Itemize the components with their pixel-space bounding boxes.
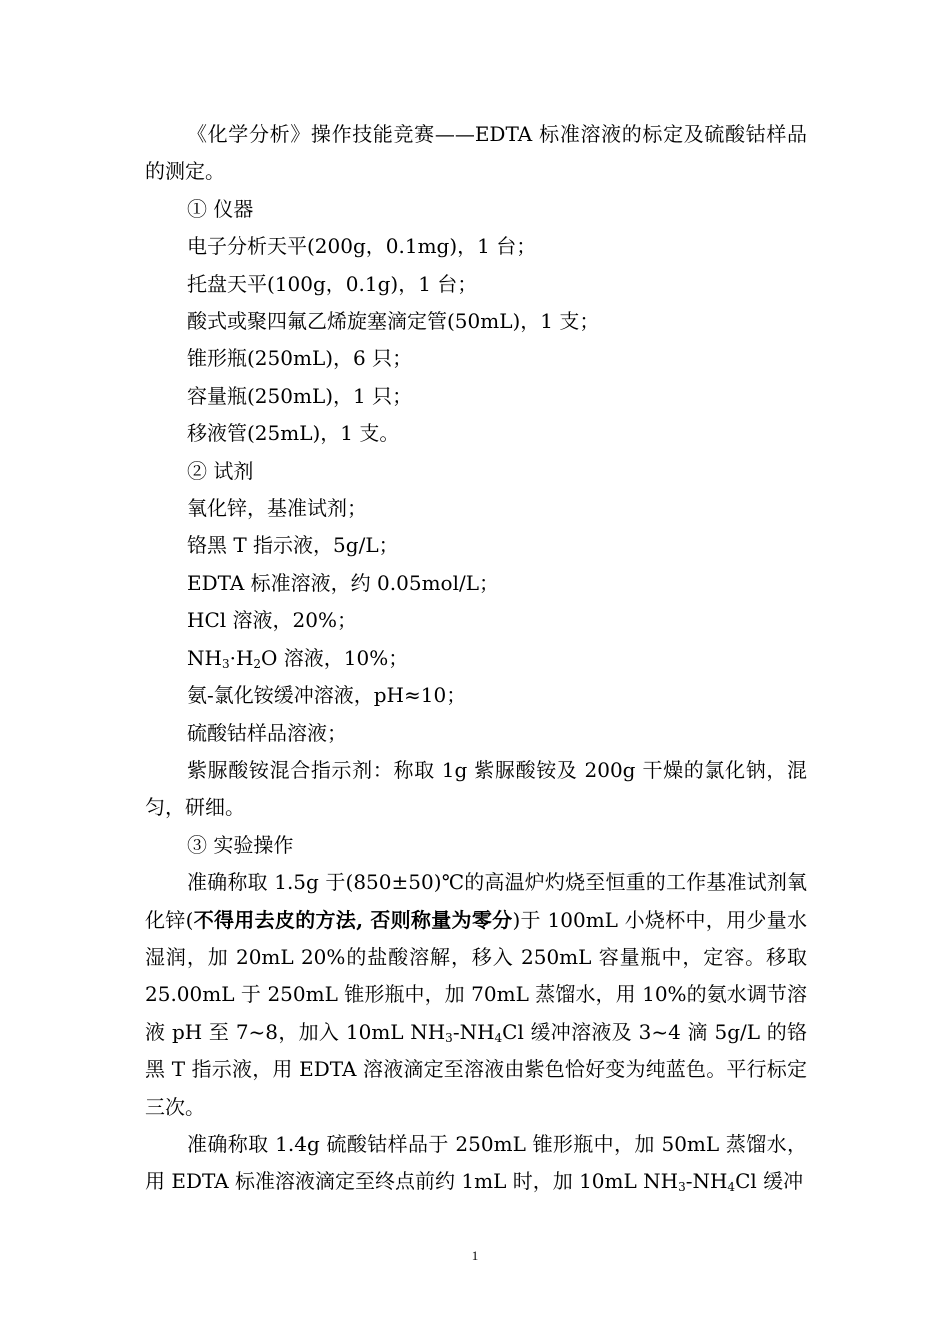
instrument-item: 容量瓶(250mL)，1 只；	[187, 383, 413, 408]
document-title: 《化学分析》操作技能竞赛——EDTA 标准溶液的标定及硫酸钴样品的测定。	[145, 122, 807, 184]
instrument-item: 酸式或聚四氟乙烯旋塞滴定管(50mL)，1 支；	[187, 309, 600, 334]
text-run: Cl 缓冲	[735, 1169, 804, 1194]
subscript: 3	[678, 1180, 686, 1195]
section-heading-procedure: ③ 实验操作	[187, 832, 294, 857]
reagent-item: 氨-氯化铵缓冲溶液，pH≈10；	[187, 683, 467, 708]
document-body	[145, 116, 807, 1201]
subscript: 2	[253, 656, 262, 671]
reagent-item: 氧化锌，基准试剂；	[187, 496, 367, 521]
section-heading-reagents: ② 试剂	[187, 458, 254, 483]
procedure-paragraph	[145, 864, 807, 1126]
instrument-item: 锥形瓶(250mL)，6 只；	[187, 346, 413, 371]
page-number: 1	[471, 1248, 479, 1263]
procedure-paragraph	[145, 1126, 807, 1201]
text-run: Cl 缓冲溶液及 3~4 滴 5g/L 的铬黑 T 指示液，用 EDTA 溶液滴定至溶液由紫色恰好变为纯蓝色。平行标定三次。	[145, 1019, 807, 1119]
subscript: 4	[727, 1180, 736, 1195]
reagent-item: 硫酸钴样品溶液；	[187, 720, 347, 745]
instrument-item: 托盘天平(100g，0.1g)，1 台；	[187, 271, 478, 296]
text-run: 准确称取 1.4g 硫酸钴样品于 250mL 锥形瓶中，加 50mL 蒸馏水，用 EDTA 标准溶液滴定至终点前约 1mL 时，加 10mL NH	[145, 1131, 807, 1194]
text-run: 准确称取 1.5g 于(850±50)℃的高温炉灼烧至恒重的工作基准试剂氧化锌(	[145, 870, 807, 932]
reagent-item: 紫脲酸铵混合指示剂：称取 1g 紫脲酸铵及 200g 干燥的氯化钠，混匀，研细。	[145, 757, 807, 820]
section-heading-instruments: ① 仪器	[187, 196, 254, 221]
text-run: O 溶液，10%；	[261, 645, 409, 670]
subscript: 3	[445, 1030, 453, 1045]
reagent-item	[145, 640, 807, 677]
reagent-item: HCl 溶液，20%；	[187, 608, 357, 633]
instrument-item: 移液管(25mL)，1 支。	[187, 421, 400, 446]
text-run: -NH	[452, 1019, 495, 1044]
text-run: )于 100mL 小烧杯中，用少量水湿润，加 20mL 20%的盐酸溶解，移入 250mL 容量瓶中，定容。移取 25.00mL 于 250mL 锥形瓶中，加 70mL 蒸馏水，用 10%的氨水调节溶液 pH 至 7~8，加入 10mL NH	[145, 907, 807, 1044]
text-run: -NH	[685, 1169, 728, 1194]
instrument-item: 电子分析天平(200g，0.1mg)，1 台；	[187, 234, 537, 259]
reagent-item: EDTA 标准溶液，约 0.05mol/L；	[187, 570, 499, 595]
bold-warning: 不得用去皮的方法, 否则称量为零分	[193, 907, 513, 932]
subscript: 3	[221, 656, 230, 671]
subscript: 4	[494, 1030, 503, 1045]
reagent-item: 铬黑 T 指示液，5g/L；	[187, 533, 399, 558]
text-run: NH	[187, 645, 222, 670]
text-run: ·H	[229, 645, 254, 670]
